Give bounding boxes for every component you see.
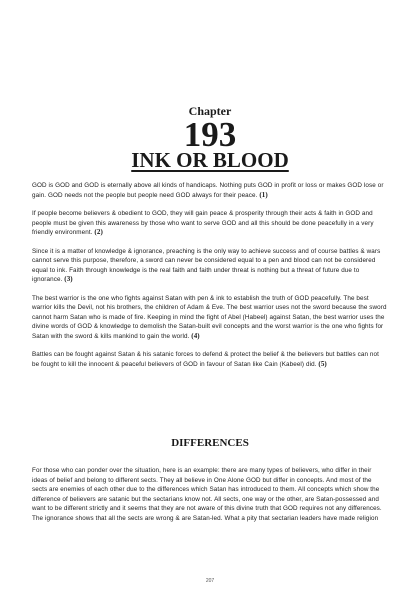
paragraph-4: The best warrior is the one who fights against Satan with pen & ink to establish the truth of GOD peacefully. The best warrior kills the Devil, not his brothers, the children of Adam & Eve. The best warrior uses not the sword because the sword cannot harm Satan who is made of fire. Keeping in mind the fight of Abel (Habeel) against Satan, the best warrior uses the divine words of GOD & knowledge to demolish the Satan-built evil concepts and the worst warrior is the one who fights for Satan with the sword & kills mankind to gain the world. (4) (32, 294, 387, 340)
paragraph-3: Since it is a matter of knowledge & ignorance, preaching is the only way to achieve success and of course battles & wars cannot serve this purpose, therefore, a sword can never be considered equal to a pen and blood can not be considered equal to ink. Faith through knowledge is the real faith and faith under threat is nothing but a threat of future due to ignorance. (3) (32, 247, 381, 283)
chapter-body (32, 181, 387, 378)
section-heading: DIFFERENCES (171, 437, 249, 449)
paragraph-2: If people become believers & obedient to GOD, they will gain peace & prosperity through their acts & faith in GOD and people must be given this awareness by those who want to serve GOD and all this should be done peacefully in a very friendly environment. (2) (32, 210, 374, 236)
chapter-number: 193 (183, 115, 237, 154)
chapter-title: INK OR BLOOD (131, 148, 289, 172)
section-body (32, 466, 387, 532)
paragraph-5: Battles can be fought against Satan & his satanic forces to defend & protect the belief & the believers but battles can not be fought to kill the innocent & peaceful believers of GOD in favour of Satan like Cain (Kabeel) did. (5) (32, 351, 379, 368)
section-paragraph: For those who can ponder over the situation, here is an example: there are many types of believers, who differ in their ideas of belief and belong to different sects. They all believe in One Alone GOD but differ in concepts. And most of the sects are enemies of each other due to the differences which Satan has introduced to them. All concepts which show the difference of believers are satanic but the sectarians know not. All sects, one way or the other, are Satan-possessed and want to be different strictly and it seems that they are not aware of this divine truth that GOD requires not any differences. The ignorance shows that all the sects are wrong & are Satan-led. What a pity that sectarian leaders have made religion (32, 467, 382, 522)
chapter-label: Chapter (188, 104, 232, 118)
page-number: 207 (205, 578, 215, 584)
paragraph-1: GOD is GOD and GOD is eternally above all kinds of handicaps. Nothing puts GOD in profit or loss or makes GOD lose or gain. GOD needs not the people but people need GOD always for their peace. (1) (32, 182, 384, 199)
